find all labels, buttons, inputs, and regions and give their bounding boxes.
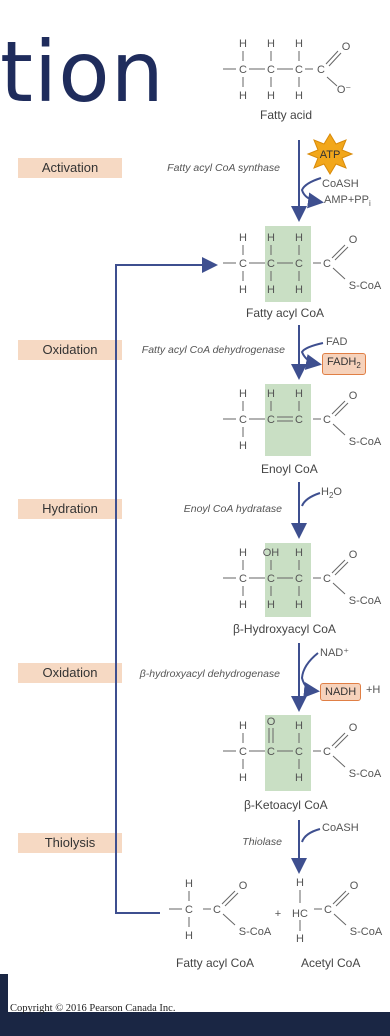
bond-line — [333, 268, 345, 279]
label-product-fatty-acyl-coa: Fatty acyl CoA — [176, 956, 255, 970]
tail-group: S-CoA — [348, 768, 382, 780]
cofactor-fad: FAD — [326, 336, 348, 348]
carbon-atom: C — [295, 414, 303, 426]
curve-oxidation-1 — [302, 343, 323, 364]
carbon-atom: C — [324, 904, 332, 916]
substituent-bottom: H — [185, 930, 193, 942]
carbon-atom: C — [323, 746, 331, 758]
substituent-top: H — [185, 878, 193, 890]
step-hydration: Hydration — [18, 499, 122, 519]
substituent-bottom: H — [295, 284, 303, 296]
substituent-top: H — [296, 877, 304, 889]
curve-oxidation-2 — [302, 653, 318, 691]
methyl-group: HC — [292, 908, 308, 920]
substituent-bottom: H — [295, 772, 303, 784]
carbon-atom: C — [239, 258, 247, 270]
substituent-top: H — [267, 38, 275, 50]
oxygen-atom: O — [341, 41, 351, 53]
cofactor-nadh-plus-h: +H — [366, 684, 381, 696]
substituent-top: H — [295, 38, 303, 50]
carbon-atom: C — [295, 573, 303, 585]
substituent-top: H — [295, 232, 303, 244]
enzyme-fatty-acyl-coa-synthase: Fatty acyl CoA synthase — [167, 162, 280, 174]
carbon-atom: C — [239, 746, 247, 758]
substituent-top: H — [239, 720, 247, 732]
carboxylate-oxygen: O⁻ — [336, 84, 352, 96]
copyright-text: Copyright © 2016 Pearson Canada Inc. — [10, 1003, 176, 1014]
substituent-bottom: H — [267, 599, 275, 611]
carbon-atom: C — [267, 64, 275, 76]
label-ketoacyl-coa: β-Ketoacyl CoA — [244, 798, 328, 812]
substituent-bottom: H — [296, 933, 304, 945]
curve-activation — [302, 178, 321, 202]
substituent-top: H — [267, 388, 275, 400]
keto-oxygen: O — [266, 716, 276, 728]
carbon-atom: C — [323, 414, 331, 426]
carbon-atom: C — [185, 904, 193, 916]
substituent-bottom: H — [295, 90, 303, 102]
substituent-top: H — [239, 547, 247, 559]
carbon-atom: C — [239, 573, 247, 585]
substituent-top: H — [267, 232, 275, 244]
bond-line — [333, 583, 345, 594]
carbon-atom: C — [267, 573, 275, 585]
substituent-bottom: H — [239, 772, 247, 784]
substituent-top: H — [295, 388, 303, 400]
bond-line — [223, 914, 235, 925]
substituent-top: H — [295, 547, 303, 559]
step-activation: Activation — [18, 158, 122, 178]
oxygen-atom: O — [348, 722, 358, 734]
carbon-atom: C — [295, 64, 303, 76]
substituent-bottom: H — [295, 599, 303, 611]
carbon-atom: C — [267, 746, 275, 758]
cofactor-amp: $AMP+PP_i$ — [324, 194, 371, 209]
bond-line — [327, 77, 337, 86]
step-thiolysis: Thiolysis — [18, 833, 122, 853]
oxygen-atom: O — [238, 880, 248, 892]
substituent-top: H — [239, 232, 247, 244]
substituent-bottom: H — [267, 284, 275, 296]
carbon-atom: C — [239, 64, 247, 76]
cofactor-coash-2: CoASH — [322, 822, 359, 834]
substituent-top: H — [239, 38, 247, 50]
enzyme-fatty-acyl-coa-dehydrogenase: Fatty acyl CoA dehydrogenase — [141, 344, 285, 356]
enzyme-enoyl-coa-hydratase: Enoyl CoA hydratase — [183, 503, 282, 515]
carbon-atom: C — [295, 746, 303, 758]
carbon-atom: C — [267, 414, 275, 426]
substituent-top: H — [295, 720, 303, 732]
bond-line — [333, 756, 345, 767]
atp-label: ATP — [319, 149, 341, 161]
cofactor-fadh2: $FADH_2$ — [322, 353, 366, 375]
substituent-bottom: H — [239, 599, 247, 611]
recycle-loop-arrow — [116, 265, 214, 913]
cofactor-nad: NAD⁺ — [320, 647, 350, 659]
bond-line — [333, 424, 345, 435]
oxygen-atom: O — [348, 390, 358, 402]
tail-group: S-CoA — [348, 436, 382, 448]
label-fatty-acid: Fatty acid — [260, 108, 313, 122]
enzyme-hydroxyacyl-dehydrogenase: β-hydroxyacyl dehydrogenase — [139, 668, 280, 680]
tail-group: S-CoA — [238, 926, 272, 938]
bond-line — [334, 914, 346, 925]
substituent-bottom: H — [239, 284, 247, 296]
curve-hydration — [302, 493, 320, 506]
tail-group: S-CoA — [348, 280, 382, 292]
substituent-bottom: H — [239, 440, 247, 452]
step-oxidation-1: Oxidation — [18, 340, 122, 360]
oxygen-atom: O — [349, 880, 359, 892]
tail-group: S-CoA — [348, 595, 382, 607]
label-acetyl-coa: Acetyl CoA — [301, 956, 361, 970]
cofactor-nadh: NADH — [320, 683, 361, 701]
oxygen-atom: O — [348, 549, 358, 561]
slide-title-fragment: tion — [0, 23, 165, 121]
curve-thiolysis — [302, 829, 320, 842]
label-hydroxyacyl-coa: β-Hydroxyacyl CoA — [233, 622, 336, 636]
carbon-atom: C — [213, 904, 221, 916]
substituent-top: H — [239, 388, 247, 400]
carbon-atom: C — [267, 258, 275, 270]
carbon-atom: C — [323, 258, 331, 270]
label-enoyl-coa: Enoyl CoA — [261, 462, 318, 476]
substituent-bottom: H — [267, 90, 275, 102]
step-oxidation-2: Oxidation — [18, 663, 122, 683]
plus-sign: + — [274, 908, 282, 920]
tail-group: S-CoA — [349, 926, 383, 938]
carbon-atom: C — [323, 573, 331, 585]
carbon-atom: C — [317, 64, 325, 76]
substituent-bottom: H — [239, 90, 247, 102]
oxygen-atom: O — [348, 234, 358, 246]
cofactor-coash-1: CoASH — [322, 178, 359, 190]
enzyme-thiolase: Thiolase — [242, 836, 282, 848]
footer-bar — [0, 974, 390, 1036]
cofactor-h2o: $H_2O$ — [321, 486, 342, 501]
carbon-atom: C — [295, 258, 303, 270]
label-fatty-acyl-coa: Fatty acyl CoA — [246, 306, 325, 320]
substituent-top: OH — [262, 547, 280, 559]
carbon-atom: C — [239, 414, 247, 426]
